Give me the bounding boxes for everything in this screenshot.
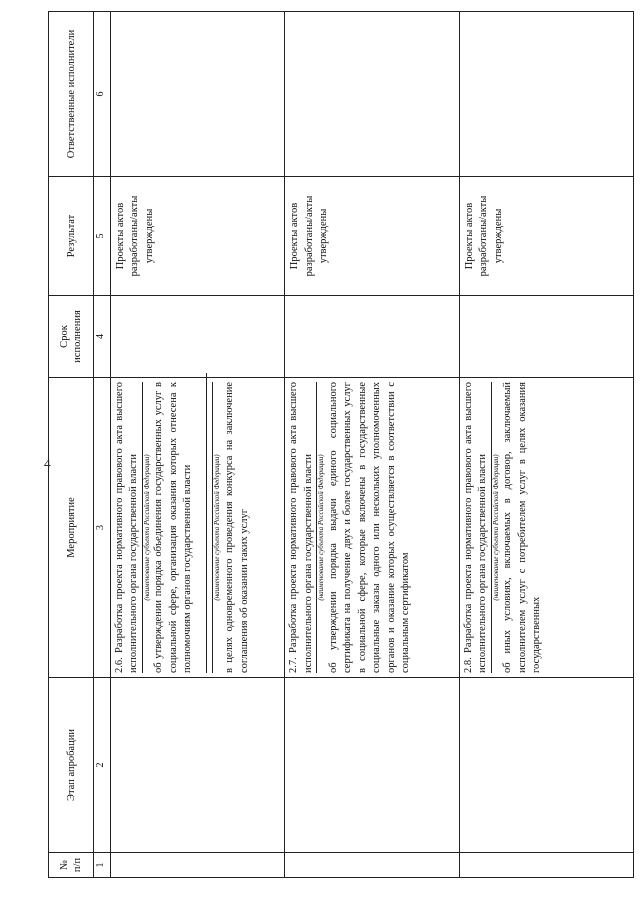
column-number: 5 (94, 177, 111, 296)
header-responsible: Ответственные исполнители (49, 12, 94, 177)
cell-number (285, 853, 459, 878)
column-number: 2 (94, 678, 111, 853)
activity-lead: 2.7. Разработка проекта нормативного правового акта высшего исполнительного органа государственной власти (288, 382, 314, 673)
subject-caption: (наименование субъекта Российской Федерации) (212, 382, 222, 673)
cell-responsible (285, 12, 459, 177)
cell-result: Проекты актов разработаны/акты утверждены (285, 177, 459, 296)
cell-number (459, 853, 633, 878)
subject-caption: (наименование субъекта Российской Федерации) (491, 382, 501, 673)
cell-number (110, 853, 284, 878)
column-number: 4 (94, 296, 111, 378)
table-row (285, 12, 459, 878)
cell-deadline (459, 296, 633, 378)
activity-body: об утверждении порядка выдачи единого социального сертификата на получение двух и более государственных услуг в социальной сфере, которые включены в государственные социальные заказы одного или нескольких уполномоченных органов и оказание которых осуществляется в соответствии с социальным сертификатом (327, 382, 412, 673)
activity-lead: 2.6. Разработка проекта нормативного правового акта высшего исполнительного органа государственной власти (113, 382, 140, 673)
column-number: 3 (94, 378, 111, 678)
table-row (110, 12, 284, 878)
activity-body: об утверждении порядка объединения государственных услуг в социальной сфере, организация оказания которых отнесена к полномочиям органов государственной власти (153, 382, 194, 673)
cell-activity (285, 378, 459, 678)
subject-caption: (наименование субъекта Российской Федерации) (316, 382, 326, 673)
header-stage: Этап апробации (49, 678, 94, 853)
activity-lead: 2.8. Разработка проекта нормативного правового акта высшего исполнительного органа государственной власти (462, 382, 489, 673)
header-row (49, 12, 94, 878)
cell-stage (110, 678, 284, 853)
page-number: 4 (44, 456, 51, 471)
header-activity: Мероприятие (49, 378, 94, 678)
cell-activity (110, 378, 284, 678)
cell-result: Проекты актов разработаны/акты утверждены (110, 177, 284, 296)
column-number: 6 (94, 12, 111, 177)
activity-body-continued: в целях одновременного проведения конкурса на заключение соглашения об оказании таких услуг (224, 382, 250, 673)
activity-body: об иных условиях, включаемых в договор, заключаемый исполнителем услуг с потребителем услуг в целях оказания государственных (502, 382, 543, 673)
cell-deadline (110, 296, 284, 378)
subject-caption: (наименование субъекта Российской Федерации) (142, 382, 152, 673)
blank-line (196, 373, 207, 673)
column-number: 1 (94, 853, 111, 878)
activities-table (48, 11, 634, 878)
column-numbers-row (94, 12, 111, 878)
cell-responsible (110, 12, 284, 177)
header-deadline: Срок исполнения (49, 296, 94, 378)
header-result: Результат (49, 177, 94, 296)
rotated-page (48, 12, 634, 878)
cell-responsible (459, 12, 633, 177)
cell-activity (459, 378, 633, 678)
cell-stage (459, 678, 633, 853)
cell-deadline (285, 296, 459, 378)
cell-result: Проекты актов разработаны/акты утверждены (459, 177, 633, 296)
header-number: № п/п (49, 853, 94, 878)
table-row (459, 12, 633, 878)
cell-stage (285, 678, 459, 853)
